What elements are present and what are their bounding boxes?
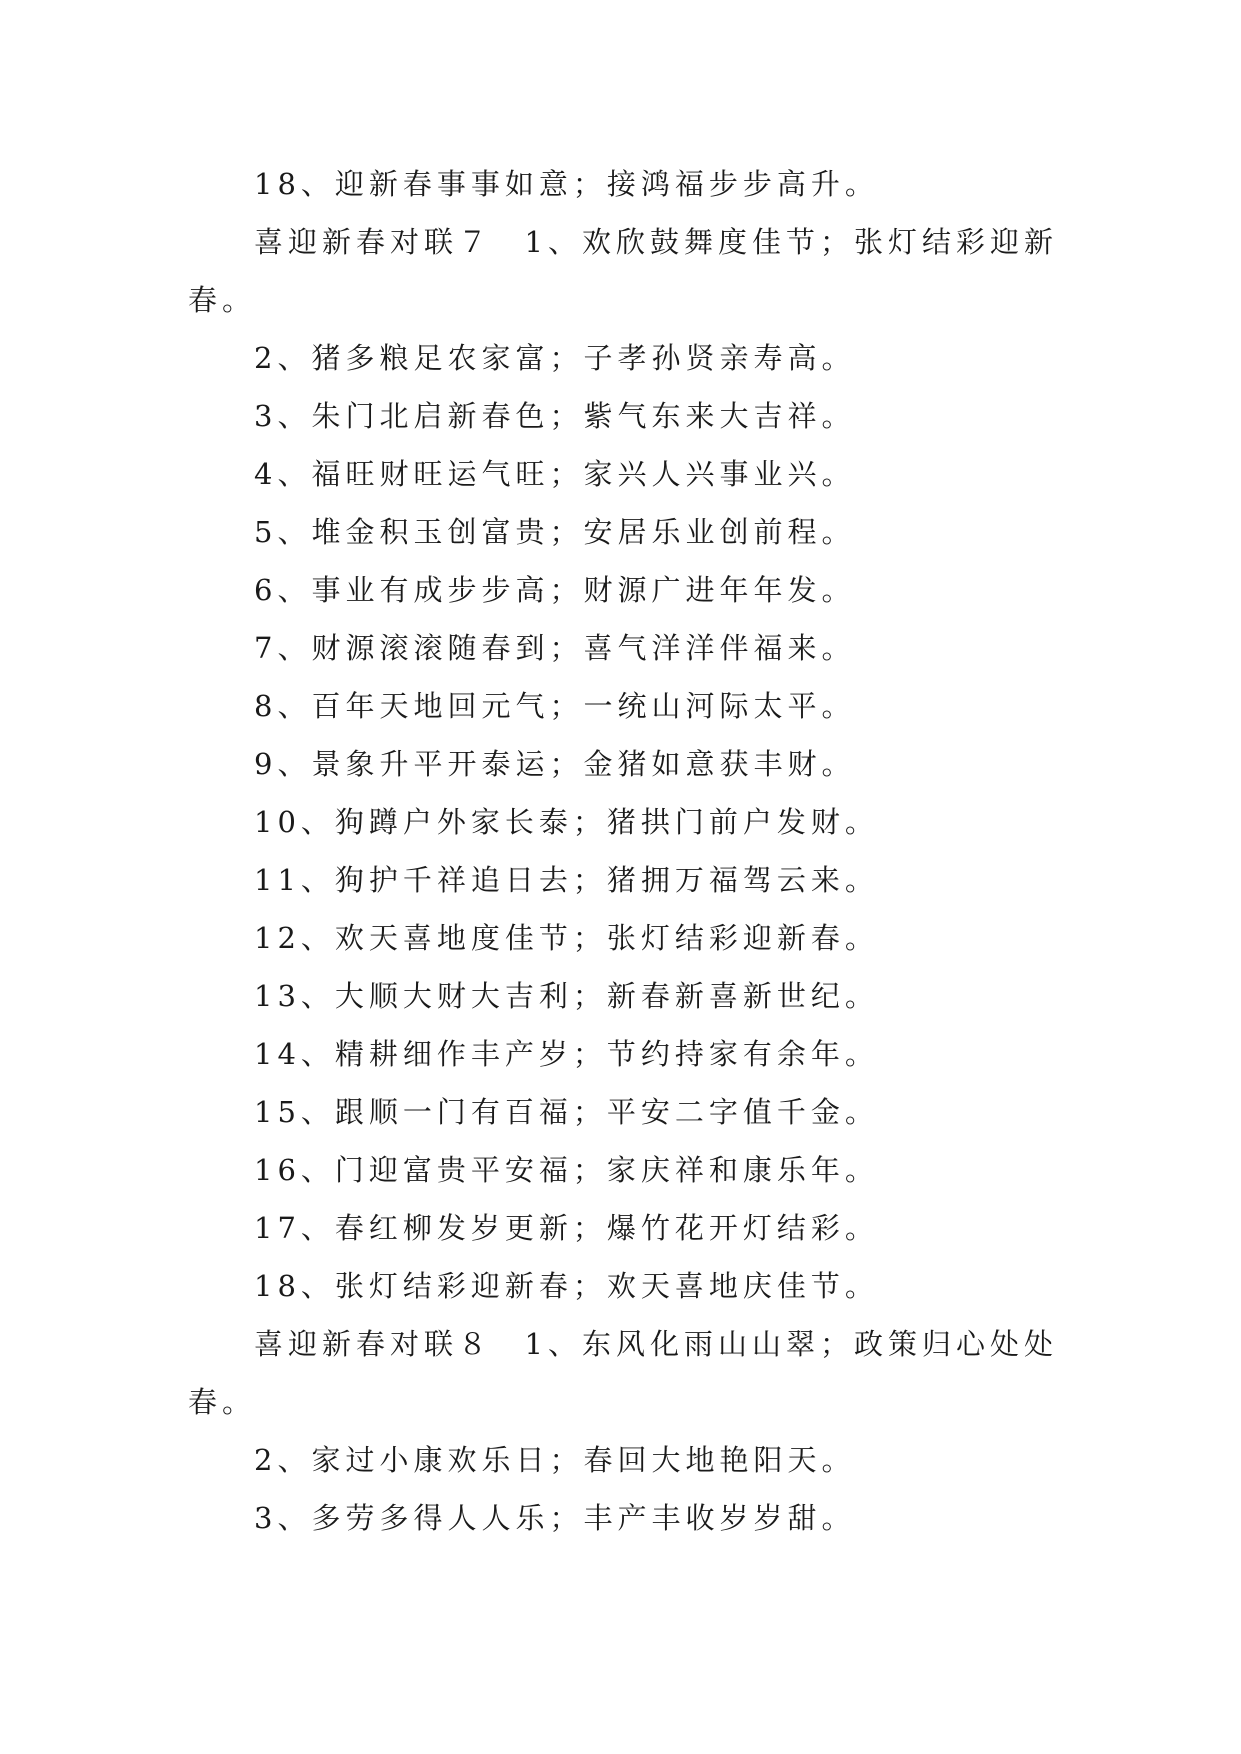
- document-body: [188, 155, 1058, 1547]
- couplet-line: 18、张灯结彩迎新春；欢天喜地庆佳节。: [254, 1269, 879, 1303]
- couplet-line-continuation: 春。: [188, 1385, 257, 1419]
- couplet-line: 15、跟顺一门有百福；平安二字值千金。: [254, 1095, 879, 1129]
- couplet-line: 2、家过小康欢乐日；春回大地艳阳天。: [254, 1443, 856, 1477]
- couplet-line: 3、多劳多得人人乐；丰产丰收岁岁甜。: [254, 1501, 856, 1535]
- couplet-line: 12、欢天喜地度佳节；张灯结彩迎新春。: [254, 921, 879, 955]
- couplet-line: 17、春红柳发岁更新；爆竹花开灯结彩。: [254, 1211, 879, 1245]
- couplet-line: 5、堆金积玉创富贵；安居乐业创前程。: [254, 515, 856, 549]
- couplet-line: 10、狗蹲户外家长泰；猪拱门前户发财。: [254, 805, 879, 839]
- section-title: 喜迎新春对联８: [254, 1327, 493, 1361]
- couplet-line: 3、朱门北启新春色；紫气东来大吉祥。: [254, 399, 856, 433]
- couplet-line: 16、门迎富贵平安福；家庆祥和康乐年。: [254, 1153, 879, 1187]
- couplet-line: 1、欢欣鼓舞度佳节；张灯结彩迎新: [524, 225, 1058, 259]
- couplet-line: 13、大顺大财大吉利；新春新喜新世纪。: [254, 979, 879, 1013]
- couplet-line: 1、东风化雨山山翠；政策归心处处: [524, 1327, 1058, 1361]
- couplet-line: 9、景象升平开泰运；金猪如意获丰财。: [254, 747, 856, 781]
- couplet-line: 6、事业有成步步高；财源广进年年发。: [254, 573, 856, 607]
- section-heading-line: [188, 213, 1058, 271]
- couplet-line: 11、狗护千祥追日去；猪拥万福驾云来。: [254, 863, 879, 897]
- couplet-line: 7、财源滚滚随春到；喜气洋洋伴福来。: [254, 631, 856, 665]
- couplet-line: 8、百年天地回元气；一统山河际太平。: [254, 689, 856, 723]
- section-title: 喜迎新春对联７: [254, 225, 493, 259]
- couplet-line: 2、猪多粮足农家富；子孝孙贤亲寿高。: [254, 341, 856, 375]
- couplet-line: 14、精耕细作丰产岁；节约持家有余年。: [254, 1037, 879, 1071]
- couplet-line: 18、迎新春事事如意；接鸿福步步高升。: [254, 167, 879, 201]
- section-heading-line: [188, 1315, 1058, 1373]
- couplet-line-continuation: 春。: [188, 283, 257, 317]
- couplet-line: 4、福旺财旺运气旺；家兴人兴事业兴。: [254, 457, 856, 491]
